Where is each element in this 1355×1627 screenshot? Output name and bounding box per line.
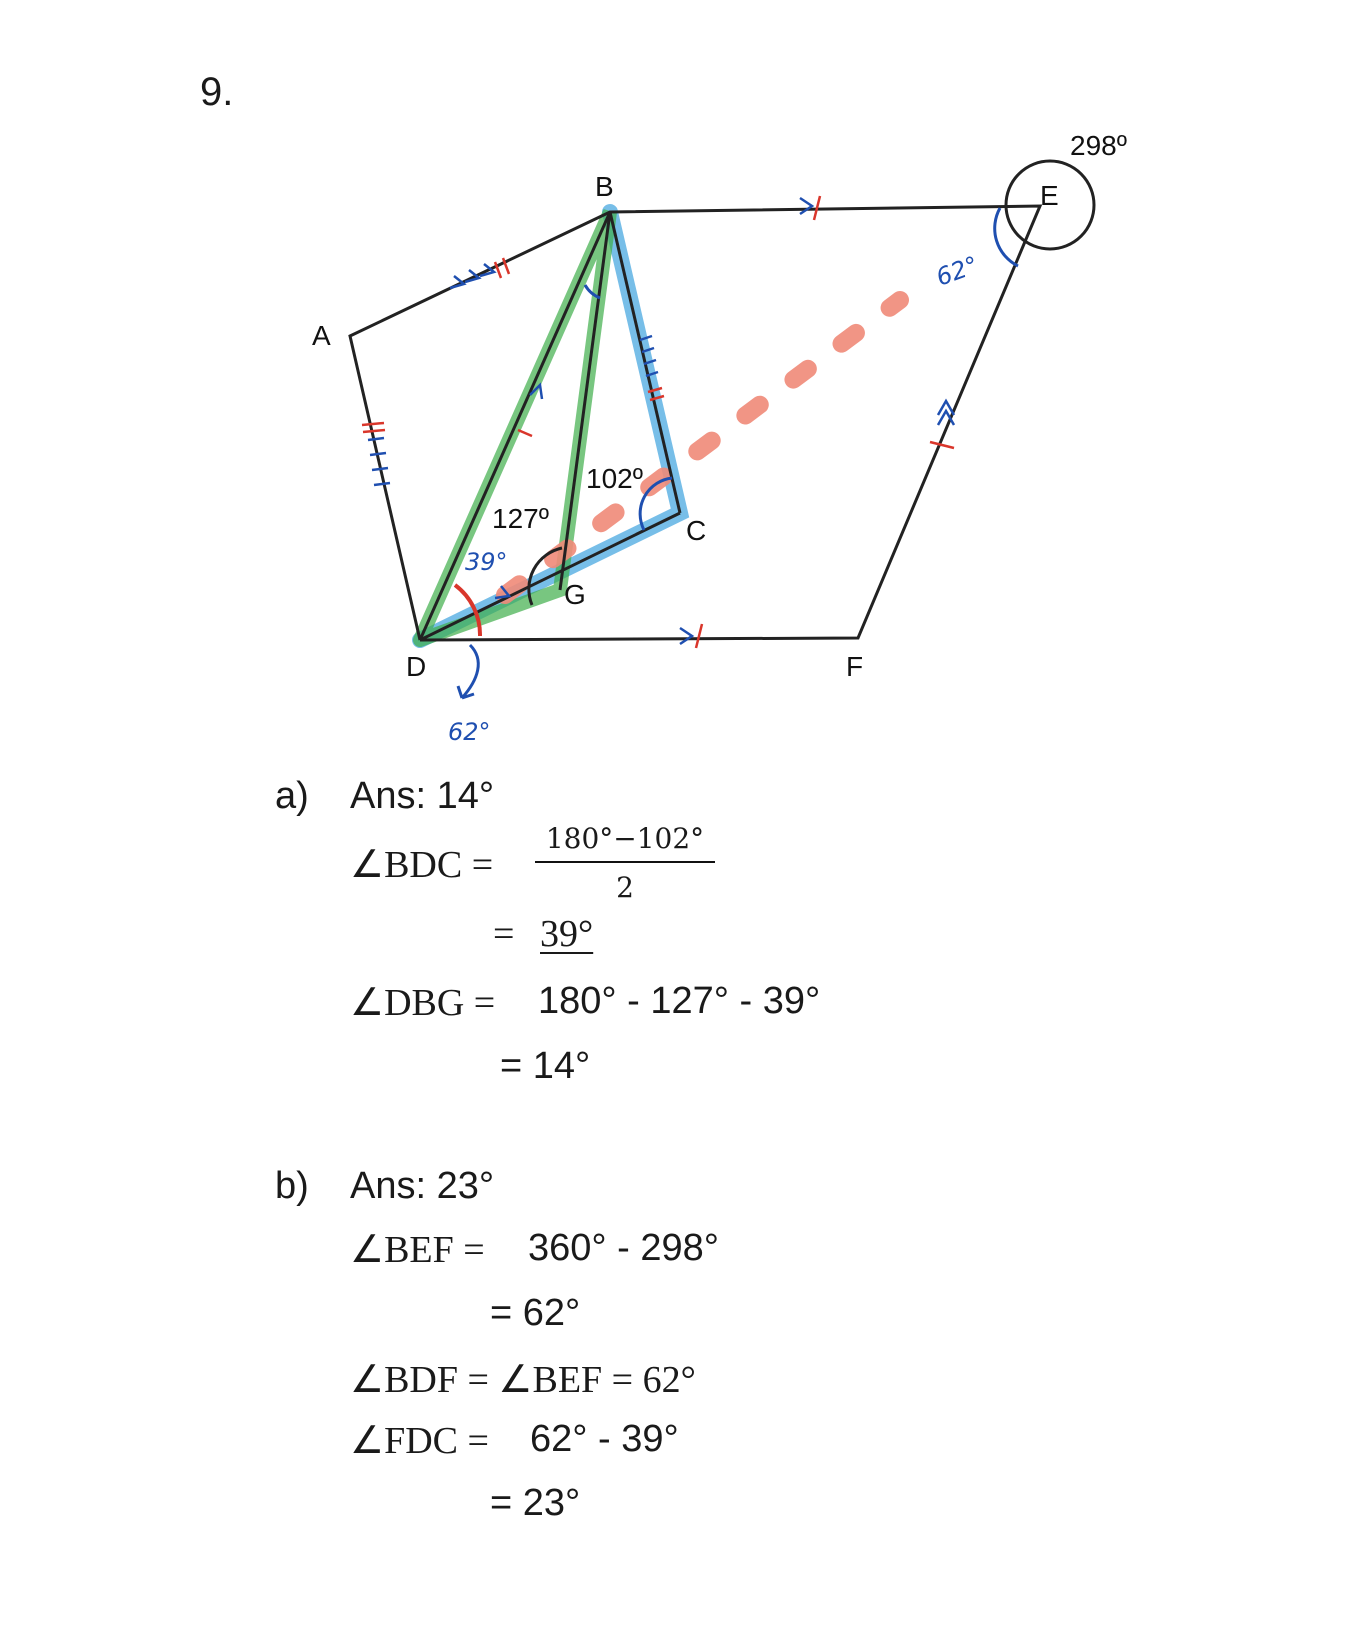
part-a-dbg-rhs: 180° - 127° - 39° [538,980,821,1022]
segment-cd [420,513,680,640]
angle-label-bgd: 127º [492,503,549,534]
arrow-d-blue [458,645,478,698]
part-a-fraction [535,822,715,904]
part-b-label: b) [275,1165,309,1207]
label-g: G [564,579,586,610]
label-a: A [312,320,331,351]
label-f: F [846,651,864,682]
part-a-dbg-lhs: ∠DBG = [350,982,496,1024]
fraction-denominator: 2 [616,871,634,904]
angle-label-reflex-e: 298º [1070,130,1127,161]
part-a-bdc-result: 39° [540,913,594,955]
part-a-equals: = [493,913,515,955]
mark-be [800,198,812,214]
hand-label-bef: 62° [932,250,983,292]
fraction-numerator: 180°−102° [535,822,715,863]
label-e: E [1040,180,1059,211]
part-b-bef-result: = 62° [490,1292,581,1334]
mark-bd-red [518,430,532,436]
geometry-figure [0,0,1355,760]
label-b: B [595,171,614,202]
angle-arcs [455,208,1018,698]
part-a-answer: Ans: 14° [350,775,495,817]
part-b-answer: Ans: 23° [350,1165,495,1207]
label-c: C [686,515,707,546]
question-number: 9. [200,70,234,114]
part-b-fdc-lhs: ∠FDC = [350,1420,489,1462]
hand-label-bdc: 39° [465,548,508,576]
part-b-fdc-result: = 23° [490,1482,581,1524]
part-b-bef-lhs: ∠BEF = [350,1229,485,1271]
part-a-dbg-result: = 14° [500,1045,591,1087]
part-b-bdf-eq: ∠BDF = ∠BEF = 62° [350,1359,696,1401]
part-b-bef-rhs: 360° - 298° [528,1227,719,1269]
mark-ad-red [362,423,385,432]
label-d: D [406,651,427,682]
mark-df-red [696,624,702,648]
mark-ef [938,401,954,425]
angle-label-bcd: 102º [586,463,643,494]
part-a-label: a) [275,775,309,817]
part-a-bdc-lhs: ∠BDC = [350,844,494,886]
mark-ef-red [930,442,954,448]
part-b-fdc-rhs: 62° - 39° [530,1418,679,1460]
mark-df [680,628,692,644]
hand-label-bdf: 62° [448,718,491,746]
